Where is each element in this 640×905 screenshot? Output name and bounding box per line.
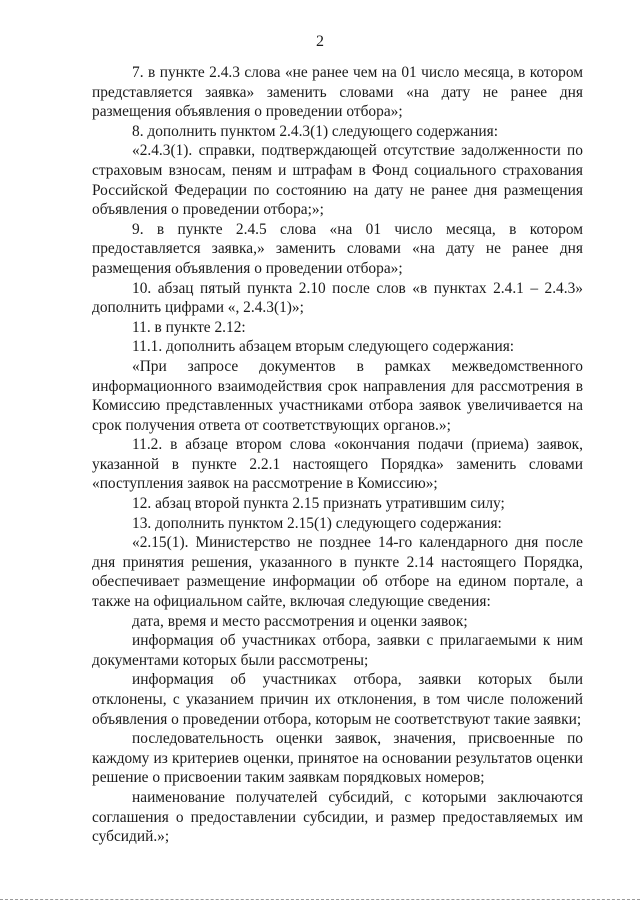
paragraph-item-9: 9. в пункте 2.4.5 слова «на 01 число месяца, в котором предоставляется заявка,» заменить словами «на дату не ранее дня размещения объявления о проведении отбора»; [92,220,583,277]
paragraph-item-7: 7. в пункте 2.4.3 слова «не ранее чем на 01 число месяца, в котором представляется заявка» заменить словами «на дату не ранее дня размещения объявления о проведении отбора»; [92,64,583,121]
paragraph-item-13: 13. дополнить пунктом 2.15(1) следующего содержания: [132,514,502,532]
paragraph-list-rejected: информация об участниках отбора, заявки которых были отклонены, с указанием причин их отклонения, в том числе положений объявления о проведении отбора, которым не соответствуют такие заявки; [92,671,583,728]
paragraph-item-11: 11. в пункте 2.12: [132,318,246,336]
paragraph-item-8: 8. дополнить пунктом 2.4.3(1) следующего содержания: [132,122,498,140]
paragraph-item-11-1: 11.1. дополнить абзацем вторым следующего содержания: [132,338,515,356]
page-number: 2 [316,33,324,50]
scan-bottom-edge [0,899,640,900]
paragraph-quote-2-4-3-1: «2.4.3(1). справки, подтверждающей отсутствие задолженности по страховым взносам, пеням и штрафам в Фонд социального страхования Российской Федерации по состоянию на дату не ранее дня размещения объявления о проведении отбора;»; [92,142,583,219]
paragraph-list-sequence: последовательность оценки заявок, значения, присвоенные по каждому из критериев оценки, принятое на основании результатов оценки решение о присвоении таким заявкам порядковых номеров; [92,730,583,787]
paragraph-list-reviewed: информация об участниках отбора, заявки с прилагаемыми к ним документами которых были рассмотрены; [92,632,583,669]
paragraph-item-11-2: 11.2. в абзаце втором слова «окончания подачи (приема) заявок, указанной в пункте 2.2.1 настоящего Порядка» заменить словами «поступления заявок на рассмотрение в Комиссию»; [92,436,583,493]
paragraph-list-date-time: дата, время и место рассмотрения и оценки заявок; [132,612,468,630]
paragraph-list-recipients: наименование получателей субсидий, с которыми заключаются соглашения о предоставлении субсидии, и размер предоставляемых им субсидий.»; [92,788,583,846]
paragraph-item-12: 12. абзац второй пункта 2.15 признать утратившим силу; [132,495,505,513]
document-body [92,63,583,847]
paragraph-quote-2-15-1: «2.15(1). Министерство не позднее 14-го календарного дня после дня принятия решения, указанного в пункте 2.14 настоящего Порядка, обеспечивает размещение информации об отборе на едином портале, а также на официальном сайте, включая следующие сведения: [92,534,583,611]
paragraph-quote-interagency: «При запросе документов в рамках межведомственного информационного взаимодействия срок направления для рассмотрения в Комиссию представленных участниками отбора заявок увеличивается на срок получения ответа от соответствующих органов.»; [92,357,583,434]
paragraph-item-10: 10. абзац пятый пункта 2.10 после слов «в пунктах 2.4.1 – 2.4.3» дополнить цифрами «, 2.4.3(1)»; [92,279,583,317]
